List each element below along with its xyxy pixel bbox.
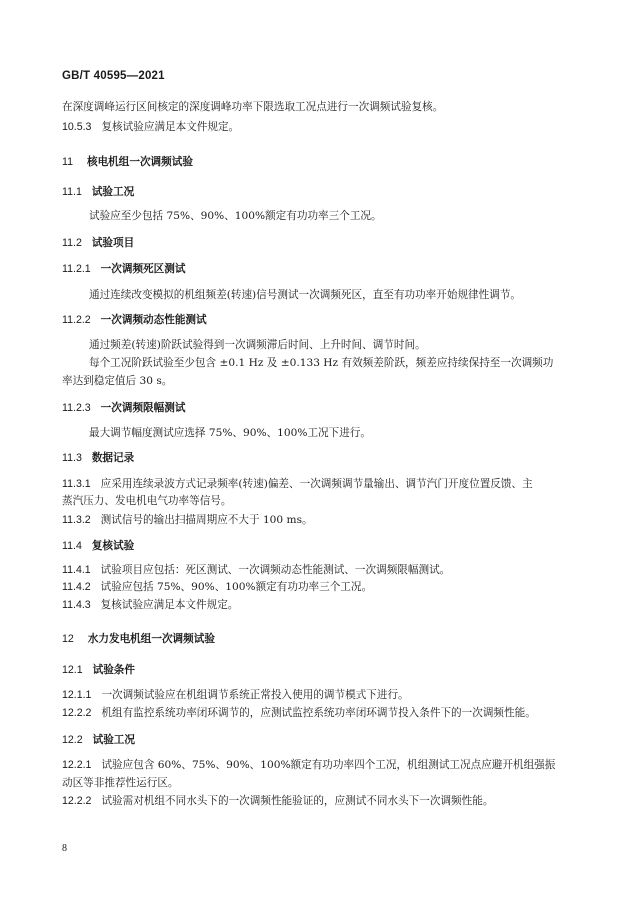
heading-text: 试验项目	[91, 237, 135, 249]
heading-text: 复核试验	[91, 540, 135, 552]
clause-number: 12.2.2	[62, 707, 92, 719]
standard-number: GB/T 40595—2021	[62, 70, 165, 82]
clause-text: 一次调频试验应在机组调节系统正常投入使用的调节模式下进行。	[101, 689, 409, 701]
clause-text: 试验应包括 75%、90%、100%额定有功功率三个工况。	[100, 581, 373, 593]
clause-text: 试验应包含 60%、75%、90%、100%额定有功功率四个工况，机组测试工况点应避开机组强振	[101, 759, 556, 771]
heading-12-1	[62, 663, 583, 677]
heading-text: 水力发电机组一次调频试验	[87, 633, 215, 645]
clause-12-2-1	[62, 758, 583, 772]
clause-11-3-1	[62, 477, 583, 491]
heading-12	[62, 632, 583, 646]
clause-12-2-2-monitor	[62, 706, 583, 720]
heading-text: 一次调频限幅测试	[100, 402, 186, 414]
heading-number: 11.4	[62, 540, 82, 552]
paragraph: 试验应至少包括 75%、90%、100%额定有功功率三个工况。	[89, 210, 382, 222]
paragraph: 最大调节幅度测试应选择 75%、90%、100%工况下进行。	[89, 427, 372, 439]
paragraph: 动区等非推荐性运行区。	[62, 777, 179, 789]
heading-number: 12.2	[62, 734, 83, 746]
clause-10-5-3	[62, 120, 583, 134]
clause-11-3-2	[62, 513, 583, 527]
clause-text: 试验项目应包括：死区测试、一次调频动态性能测试、一次调频限幅测试。	[100, 564, 451, 576]
heading-number: 11	[62, 156, 73, 168]
heading-number: 11.2.1	[62, 263, 91, 275]
clause-number: 11.4.1	[62, 564, 91, 576]
heading-11-2-2	[62, 313, 583, 327]
clause-number: 12.2.1	[62, 759, 92, 771]
heading-11-4	[62, 539, 583, 553]
heading-text: 试验条件	[92, 664, 135, 676]
heading-text: 试验工况	[91, 186, 135, 198]
heading-number: 11.2.3	[62, 402, 91, 414]
heading-number: 12	[62, 633, 74, 645]
paragraph: 在深度调峰运行区间核定的深度调峰功率下限选取工况点进行一次调频试验复核。	[62, 101, 444, 113]
paragraph: 通过频差(转速)阶跃试验得到一次调频滞后时间、上升时间、调节时间。	[89, 339, 426, 351]
paragraph: 通过连续改变模拟的机组频差(转速)信号测试一次调频死区，直至有功功率开始规律性调节。	[89, 289, 522, 301]
clause-11-4-3	[62, 598, 583, 612]
clause-12-1-1	[62, 688, 583, 702]
paragraph: 率达到稳定值后 30 s。	[62, 375, 173, 387]
heading-11-2	[62, 236, 583, 250]
heading-text: 一次调频死区测试	[100, 263, 186, 275]
heading-11	[62, 155, 583, 169]
heading-text: 核电机组一次调频试验	[87, 156, 193, 168]
heading-12-2	[62, 733, 583, 747]
clause-number: 10.5.3	[62, 121, 92, 133]
paragraph: 蒸汽压力、发电机电气功率等信号。	[62, 495, 232, 507]
clause-11-4-1	[62, 563, 583, 577]
clause-text: 测试信号的输出扫描周期应不大于 100 ms。	[100, 514, 313, 526]
clause-number: 11.3.1	[62, 478, 91, 490]
clause-text: 机组有监控系统功率闭环调节的，应测试监控系统功率闭环调节投入条件下的一次调频性能。	[101, 707, 536, 719]
page-number: 8	[62, 843, 67, 854]
clause-number: 12.1.1	[62, 689, 92, 701]
clause-text: 应采用连续录波方式记录频率(转速)偏差、一次调频调节量输出、调节汽门开度位置反馈、主	[100, 478, 533, 490]
heading-11-2-3	[62, 401, 583, 415]
clause-number: 11.4.2	[62, 581, 91, 593]
paragraph: 每个工况阶跃试验至少包含 ±0.1 Hz 及 ±0.133 Hz 有效频差阶跃，频差应持续保持至一次调频功	[89, 357, 554, 369]
clause-text: 试验需对机组不同水头下的一次调频性能验证的，应测试不同水头下一次调频性能。	[101, 795, 494, 807]
heading-text: 试验工况	[92, 734, 135, 746]
heading-11-1	[62, 185, 583, 199]
clause-text: 复核试验应满足本文件规定。	[101, 121, 240, 133]
clause-11-4-2	[62, 580, 583, 594]
clause-number: 11.3.2	[62, 514, 91, 526]
heading-number: 11.3	[62, 452, 82, 464]
heading-11-3	[62, 451, 583, 465]
heading-text: 数据记录	[91, 452, 135, 464]
heading-text: 一次调频动态性能测试	[100, 314, 207, 326]
heading-number: 11.1	[62, 186, 82, 198]
clause-number: 12.2.2	[62, 795, 92, 807]
clause-number: 11.4.3	[62, 599, 91, 611]
heading-number: 11.2.2	[62, 314, 91, 326]
heading-number: 11.2	[62, 237, 82, 249]
clause-text: 复核试验应满足本文件规定。	[100, 599, 239, 611]
clause-12-2-2	[62, 794, 583, 808]
heading-11-2-1	[62, 262, 583, 276]
heading-number: 12.1	[62, 664, 83, 676]
